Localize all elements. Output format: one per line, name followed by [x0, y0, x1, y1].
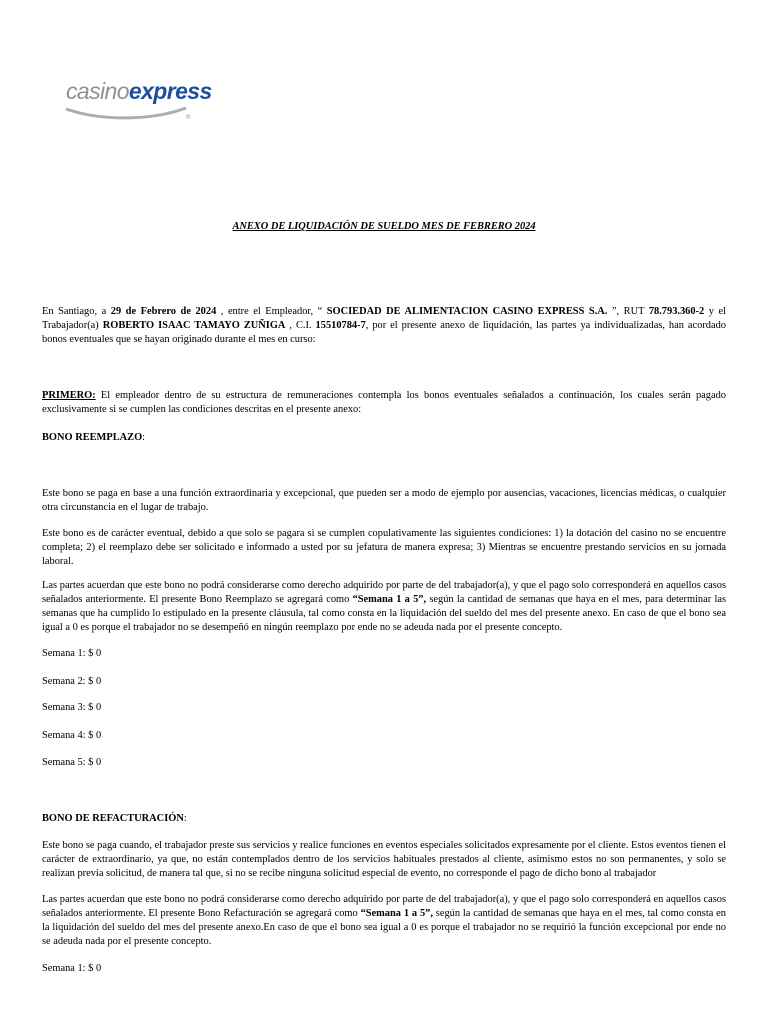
document-title: ANEXO DE LIQUIDACIÓN DE SUELDO MES DE FEBRERO 2024: [232, 221, 536, 232]
logo-swoosh-icon: [64, 100, 190, 122]
refacturacion-week-1: Semana 1: $ 0: [42, 963, 102, 974]
primero-label: PRIMERO:: [42, 390, 96, 401]
bono-refacturacion-heading: BONO DE REFACTURACIÓN:: [42, 813, 187, 824]
reemplazo-week-1: Semana 1: $ 0: [42, 648, 102, 659]
bono-reemplazo-p2: Este bono es de carácter eventual, debido a que solo se pagara si se cumplen copulativamente las siguientes condiciones: 1) la dotación del casino no se encuentre completa; 2) el reemplazo debe ser solicitado e informado a usted por su jefatura de manera expresa; 3) Mientras se encuentre prestando servicios en su jornada laboral.: [42, 528, 726, 567]
bono-refacturacion-p2: Las partes acuerdan que este bono no podrá considerarse como derecho adquirido por parte de del trabajador(a), y que el pago solo corresponderá en aquellos casos señalados anteriormente. El presente Bono Refacturación se agregará como “Semana 1 a 5”, según la cantidad de semanas que haya en el mes, tal como consta en la liquidación del sueldo del mes del presente anexo.En caso de que el bono sea igual a 0 es porque el trabajador no se requirió la función excepcional por ende no se adeuda nada por el presente concepto.: [42, 894, 726, 947]
reemplazo-week-3: Semana 3: $ 0: [42, 702, 102, 713]
bono-reemplazo-heading: BONO REEMPLAZO:: [42, 432, 146, 443]
reemplazo-week-5: Semana 5: $ 0: [42, 757, 102, 768]
intro-paragraph: En Santiago, a 29 de Febrero de 2024 , entre el Empleador, “ SOCIEDAD DE ALIMENTACION CASINO EXPRESS S.A. ”, RUT 78.793.360-2 y el Trabajador(a) ROBERTO ISAAC TAMAYO ZUÑIGA , C.I. 15510784-7, por el presente anexo de liquidación, las partes ya individualizadas, han acordado bonos eventuales que se hayan originado durante el mes en curso:: [42, 306, 727, 345]
reemplazo-week-4: Semana 4: $ 0: [42, 730, 102, 741]
bono-reemplazo-p3: Las partes acuerdan que este bono no podrá considerarse como derecho adquirido por parte de del trabajador(a), y que el pago solo corresponderá en aquellos casos señalados anteriormente. El presente Bono Reemplazo se agregará como “Semana 1 a 5”, según la cantidad de semanas que haya en el mes, para determinar las semanas que ha cumplido lo estipulado en la presente cláusula, tal como consta en la liquidación del sueldo del mes del presente anexo. En caso de que el bono sea igual a 0 es porque el trabajador no se desempeñó en ningún reemplazo por ende no se adeuda nada por el presente concepto.: [42, 580, 726, 633]
bono-refacturacion-p1: Este bono se paga cuando, el trabajador preste sus servicios y realice funciones en eventos especiales solicitados expresamente por el cliente. Estos eventos tienen el carácter de extraordinario, ya que, no están contemplados dentro de los servicios habituales prestados al cliente, asimismo estos no son permanentes, y solo se realizan previa solicitud, de manera tal que, si no se recibe ninguna solicitud especial de evento, no corresponde el pago de dicho bono al trabajador: [42, 840, 726, 879]
casino-express-logo: casinoexpress ®: [66, 78, 212, 121]
logo-wordmark: casinoexpress: [66, 78, 212, 104]
reemplazo-week-2: Semana 2: $ 0: [42, 676, 102, 687]
primero-paragraph: PRIMERO: El empleador dentro de su estructura de remuneraciones contempla los bonos eventuales señalados a continuación, los cuales serán pagado exclusivamente si se cumplen las condiciones descritas en el presente anexo:: [42, 390, 726, 415]
bono-reemplazo-p1: Este bono se paga en base a una función extraordinaria y excepcional, que pueden ser a modo de ejemplo por ausencias, vacaciones, licencias médicas, o cualquier otra circunstancia en el lugar de trabajo.: [42, 488, 726, 513]
